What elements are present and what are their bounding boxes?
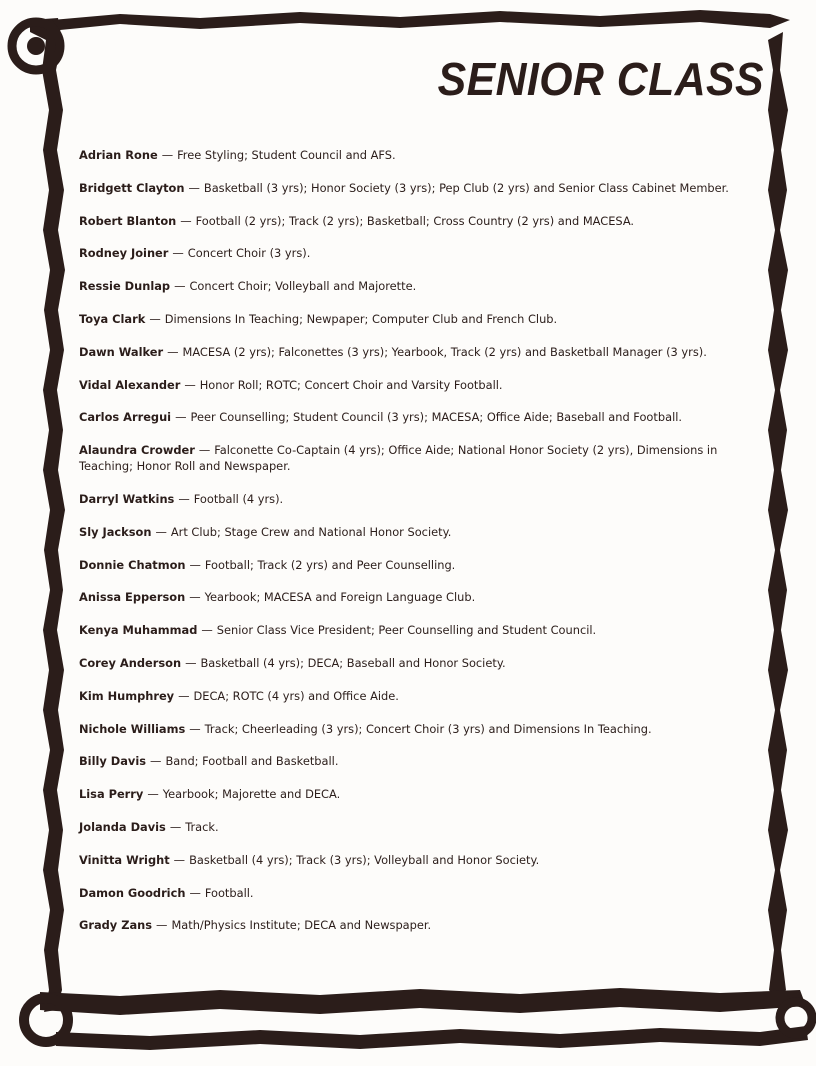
senior-activities: Concert Choir (3 yrs). [187, 246, 311, 261]
senior-activities: Football (2 yrs); Track (2 yrs); Basketball; Cross Country (2 yrs) and MACESA. [195, 213, 635, 228]
senior-name: Vinitta Wright [79, 852, 170, 867]
separator: — [201, 623, 213, 638]
senior-name: Nichole Williams [79, 721, 186, 736]
senior-activities: Concert Choir; Volleyball and Majorette. [189, 279, 417, 294]
senior-activities: Football. [204, 885, 254, 900]
separator: — [185, 655, 197, 670]
list-item [79, 917, 771, 933]
senior-activities: Yearbook; Majorette and DECA. [162, 787, 341, 802]
senior-activities: Peer Counselling; Student Council (3 yrs); MACESA; Office Aide; Baseball and Football. [190, 410, 683, 425]
separator: — [174, 279, 186, 294]
senior-activities: Math/Physics Institute; DECA and Newspaper. [171, 918, 432, 933]
separator: — [150, 754, 162, 769]
senior-name: Carlos Arregui [79, 410, 172, 425]
senior-name: Billy Davis [79, 754, 147, 769]
senior-name: Sly Jackson [79, 524, 152, 539]
separator: — [189, 557, 201, 572]
senior-name: Robert Blanton [79, 213, 177, 228]
list-item [79, 213, 771, 229]
senior-name: Damon Goodrich [79, 885, 186, 900]
senior-activities: Yearbook; MACESA and Foreign Language Club. [204, 590, 476, 605]
senior-activities: Basketball (4 yrs); Track (3 yrs); Volleyball and Honor Society. [189, 852, 540, 867]
senior-activities: Dimensions In Teaching; Newpaper; Computer Club and French Club. [164, 311, 558, 326]
separator: — [169, 819, 182, 834]
scroll-left-edge [30, 18, 65, 1012]
separator: — [189, 590, 201, 605]
scroll-top-roll [52, 10, 790, 30]
list-item [79, 245, 771, 261]
separator: — [155, 524, 167, 539]
senior-activities: Basketball (3 yrs); Honor Society (3 yrs); Pep Club (2 yrs) and Senior Class Cabinet Member. [203, 180, 729, 195]
page-title: SENIOR CLASS [437, 53, 764, 105]
list-item [79, 278, 771, 294]
separator: — [180, 213, 192, 228]
list-item [79, 885, 771, 901]
senior-list [79, 147, 771, 950]
senior-name: Grady Zans [79, 918, 153, 933]
senior-name: Alaundra Crowder [79, 443, 195, 458]
separator: — [175, 410, 187, 425]
separator: — [178, 688, 190, 703]
list-item [79, 819, 771, 835]
list-item [79, 524, 771, 540]
senior-name: Lisa Perry [79, 787, 144, 802]
senior-name: Vidal Alexander [79, 377, 181, 392]
senior-name: Darryl Watkins [79, 491, 175, 506]
list-item [79, 180, 771, 196]
separator: — [198, 443, 211, 458]
senior-activities: Basketball (4 yrs); DECA; Baseball and Honor Society. [200, 655, 506, 670]
list-item [79, 786, 771, 802]
list-item [79, 344, 771, 360]
senior-activities: Track; Cheerleading (3 yrs); Concert Choir (3 yrs) and Dimensions In Teaching. [204, 721, 652, 736]
separator: — [161, 148, 174, 162]
separator: — [188, 180, 200, 195]
separator: — [189, 721, 201, 736]
senior-name: Donnie Chatmon [79, 557, 186, 572]
senior-activities: Football; Track (2 yrs) and Peer Counselling. [204, 557, 456, 572]
list-item [79, 852, 771, 868]
list-item [79, 753, 771, 769]
senior-activities: Senior Class Vice President; Peer Counselling and Student Council. [216, 623, 597, 638]
senior-name: Jolanda Davis [79, 819, 166, 834]
senior-name: Kim Humphrey [79, 688, 175, 703]
senior-name: Toya Clark [79, 311, 146, 326]
senior-name: Corey Anderson [79, 655, 182, 670]
senior-name: Bridgett Clayton [79, 180, 185, 195]
senior-activities: DECA; ROTC (4 yrs) and Office Aide. [193, 688, 399, 703]
list-item [79, 442, 771, 474]
list-item [79, 311, 771, 327]
list-item [79, 589, 771, 605]
scroll-bottom-roll [40, 988, 806, 1015]
senior-name: Rodney Joiner [79, 246, 169, 261]
senior-activities: Football (4 yrs). [193, 491, 284, 506]
separator: — [184, 377, 196, 392]
list-item [79, 491, 771, 507]
separator: — [147, 787, 159, 802]
scroll-right-edge [768, 32, 788, 1000]
list-item [79, 147, 771, 163]
scroll-bottom-roll-lower [56, 1026, 808, 1050]
separator: — [178, 491, 190, 506]
scroll-top-curl-center [27, 37, 45, 55]
separator: — [189, 885, 201, 900]
separator: — [149, 311, 161, 326]
senior-activities: Track. [185, 819, 219, 834]
senior-activities: Band; Football and Basketball. [165, 754, 339, 769]
senior-activities: Falconette Co-Captain (4 yrs); Office Aide; National Honor Society (2 yrs), Dimensions in Teaching; Honor Roll and Newspaper. [79, 443, 718, 474]
senior-name: Kenya Muhammad [79, 623, 198, 638]
senior-activities: Art Club; Stage Crew and National Honor Society. [170, 524, 452, 539]
senior-activities: Honor Roll; ROTC; Concert Choir and Varsity Football. [199, 377, 503, 392]
senior-name: Anissa Epperson [79, 590, 186, 605]
list-item [79, 655, 771, 671]
separator: — [167, 344, 179, 359]
list-item [79, 622, 771, 638]
list-item [79, 409, 771, 425]
senior-name: Dawn Walker [79, 344, 164, 359]
separator: — [173, 852, 186, 867]
separator: — [172, 246, 184, 261]
senior-activities: MACESA (2 yrs); Falconettes (3 yrs); Yearbook, Track (2 yrs) and Basketball Manager (3 yrs). [182, 344, 707, 359]
list-item [79, 688, 771, 704]
list-item [79, 377, 771, 393]
senior-activities: Free Styling; Student Council and AFS. [177, 148, 396, 162]
separator: — [156, 918, 168, 933]
list-item [79, 557, 771, 573]
senior-name: Ressie Dunlap [79, 279, 171, 294]
senior-name: Adrian Rone [79, 148, 158, 162]
list-item [79, 721, 771, 737]
